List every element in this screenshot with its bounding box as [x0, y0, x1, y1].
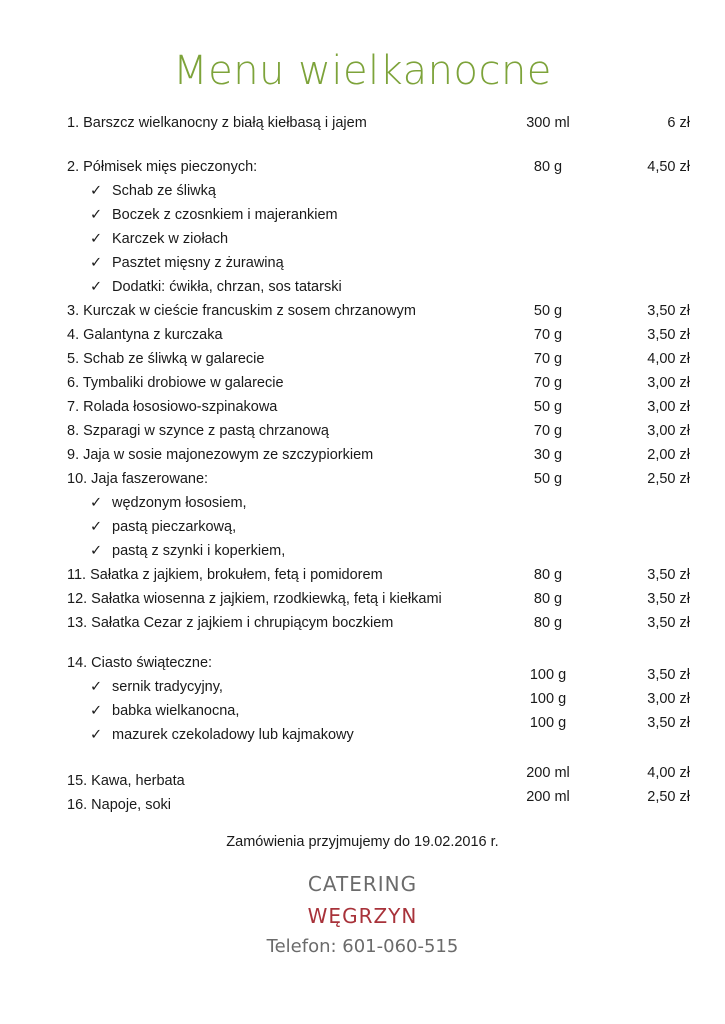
item-price: 3,00 zł: [647, 399, 690, 415]
item-quantity: 70 g: [533, 351, 563, 367]
subitem-label: mazurek czekoladowy lub kajmakowy: [112, 727, 354, 743]
item-quantity: 70 g: [533, 423, 563, 439]
item-price: 3,50 zł: [647, 615, 690, 631]
item-name: 16. Napoje, soki: [67, 797, 171, 813]
item-name: 8. Szparagi w szynce z pastą chrzanową: [67, 423, 329, 439]
item-price: 2,50 zł: [647, 471, 690, 487]
item-name: 1. Barszcz wielkanocny z białą kiełbasą i jajem: [67, 115, 367, 131]
menu-subitem: [0, 724, 725, 746]
item-name: 3. Kurczak w cieście francuskim z sosem chrzanowym: [67, 303, 416, 319]
item-name: 12. Sałatka wiosenna z jajkiem, rzodkiewką, fetą i kiełkami: [67, 591, 442, 607]
item-quantity: 70 g: [533, 327, 563, 343]
item-price: 4,00 zł: [647, 765, 690, 781]
menu-item: [0, 588, 725, 610]
menu-subitem: [0, 516, 725, 538]
item-price: 3,50 zł: [647, 327, 690, 343]
menu-item: [0, 612, 725, 634]
item-price: 3,00 zł: [647, 691, 690, 707]
menu-item: [0, 420, 725, 442]
subitem-label: wędzonym łososiem,: [112, 495, 247, 511]
item-name: 11. Sałatka z jajkiem, brokułem, fetą i pomidorem: [67, 567, 383, 583]
item-quantity: 200 ml: [526, 789, 570, 805]
subitem-name: [90, 724, 354, 746]
item-quantity: 80 g: [533, 615, 563, 631]
item-name: 6. Tymbaliki drobiowe w galarecie: [67, 375, 284, 391]
item-name: 13. Sałatka Cezar z jajkiem i chrupiącym boczkiem: [67, 615, 394, 631]
item-price: 3,50 zł: [647, 591, 690, 607]
menu-subitem: [0, 276, 725, 298]
item-quantity: 100 g: [529, 715, 567, 731]
menu-subitem: [0, 700, 725, 722]
subitem-name: [90, 700, 239, 722]
item-price: 3,50 zł: [647, 303, 690, 319]
menu-subitem: [0, 204, 725, 226]
subitem-name: [90, 204, 338, 226]
menu-item: [0, 564, 725, 586]
subitem-label: Boczek z czosnkiem i majerankiem: [112, 207, 338, 223]
check-icon: ✓: [90, 519, 103, 535]
item-name: 4. Galantyna z kurczaka: [67, 327, 223, 343]
menu-subitem: [0, 180, 725, 202]
subitem-label: Pasztet mięsny z żurawiną: [112, 255, 284, 271]
menu-item: [0, 652, 725, 674]
check-icon: ✓: [90, 255, 103, 271]
subitem-label: pastą pieczarkową,: [112, 519, 237, 535]
order-deadline-note: Zamówienia przyjmujemy do 19.02.2016 r.: [226, 834, 499, 850]
check-icon: ✓: [90, 183, 103, 199]
subitem-name: [90, 492, 247, 514]
subitem-name: [90, 180, 216, 202]
menu-item: [0, 396, 725, 418]
item-quantity: 50 g: [533, 303, 563, 319]
item-price: 6 zł: [667, 115, 690, 131]
menu-item: [0, 372, 725, 394]
item-price: 3,50 zł: [647, 567, 690, 583]
check-icon: ✓: [90, 279, 103, 295]
menu-item: [0, 112, 725, 134]
item-quantity: 100 g: [529, 667, 567, 683]
company-phone: Telefon: 601-060-515: [266, 936, 459, 957]
check-icon: ✓: [90, 703, 103, 719]
subitem-name: [90, 540, 285, 562]
menu-item: [0, 348, 725, 370]
menu-item: [0, 468, 725, 490]
subitem-name: [90, 228, 228, 250]
item-name: 9. Jaja w sosie majonezowym ze szczypiorkiem: [67, 447, 374, 463]
item-price: 3,50 zł: [647, 667, 690, 683]
item-name: 14. Ciasto świąteczne:: [67, 655, 213, 671]
item-price: 2,50 zł: [647, 789, 690, 805]
item-price: 3,00 zł: [647, 375, 690, 391]
menu-subitem: [0, 676, 725, 698]
menu-subitem: [0, 228, 725, 250]
item-name: 7. Rolada łososiowo-szpinakowa: [67, 399, 278, 415]
subitem-label: babka wielkanocna,: [112, 703, 240, 719]
item-price: 3,50 zł: [647, 715, 690, 731]
item-quantity: 100 g: [529, 691, 567, 707]
check-icon: ✓: [90, 231, 103, 247]
subitem-label: sernik tradycyjny,: [112, 679, 223, 695]
subitem-label: Dodatki: ćwikła, chrzan, sos tatarski: [112, 279, 342, 295]
check-icon: ✓: [90, 727, 103, 743]
subitem-label: Schab ze śliwką: [112, 183, 216, 199]
menu-item: [0, 156, 725, 178]
item-quantity: 80 g: [533, 591, 563, 607]
check-icon: ✓: [90, 207, 103, 223]
menu-subitem: [0, 540, 725, 562]
check-icon: ✓: [90, 495, 103, 511]
item-quantity: 200 ml: [526, 765, 570, 781]
menu-item: [0, 300, 725, 322]
item-price: 3,00 zł: [647, 423, 690, 439]
item-quantity: 80 g: [533, 159, 563, 175]
item-price: 2,00 zł: [647, 447, 690, 463]
company-name: WĘGRZYN: [307, 904, 418, 928]
subitem-label: Karczek w ziołach: [112, 231, 229, 247]
menu-item: [0, 770, 725, 792]
menu-subitem: [0, 252, 725, 274]
check-icon: ✓: [90, 679, 103, 695]
subitem-label: pastą z szynki i koperkiem,: [112, 543, 286, 559]
item-quantity: 80 g: [533, 567, 563, 583]
menu-subitem: [0, 492, 725, 514]
item-name: 5. Schab ze śliwką w galarecie: [67, 351, 265, 367]
item-name: 10. Jaja faszerowane:: [67, 471, 209, 487]
subitem-name: [90, 676, 223, 698]
page-title: Menu wielkanocne: [173, 48, 552, 94]
item-quantity: 50 g: [533, 399, 563, 415]
item-quantity: 70 g: [533, 375, 563, 391]
item-price: 4,00 zł: [647, 351, 690, 367]
menu-item: [0, 444, 725, 466]
item-price: 4,50 zł: [647, 159, 690, 175]
menu-item: [0, 324, 725, 346]
subitem-name: [90, 516, 236, 538]
company-label: CATERING: [307, 872, 418, 896]
item-name: 2. Półmisek mięs pieczonych:: [67, 159, 258, 175]
item-quantity: 30 g: [533, 447, 563, 463]
subitem-name: [90, 252, 284, 274]
menu-item: [0, 794, 725, 816]
item-quantity: 50 g: [533, 471, 563, 487]
subitem-name: [90, 276, 342, 298]
item-quantity: 300 ml: [526, 115, 570, 131]
item-name: 15. Kawa, herbata: [67, 773, 185, 789]
check-icon: ✓: [90, 543, 103, 559]
